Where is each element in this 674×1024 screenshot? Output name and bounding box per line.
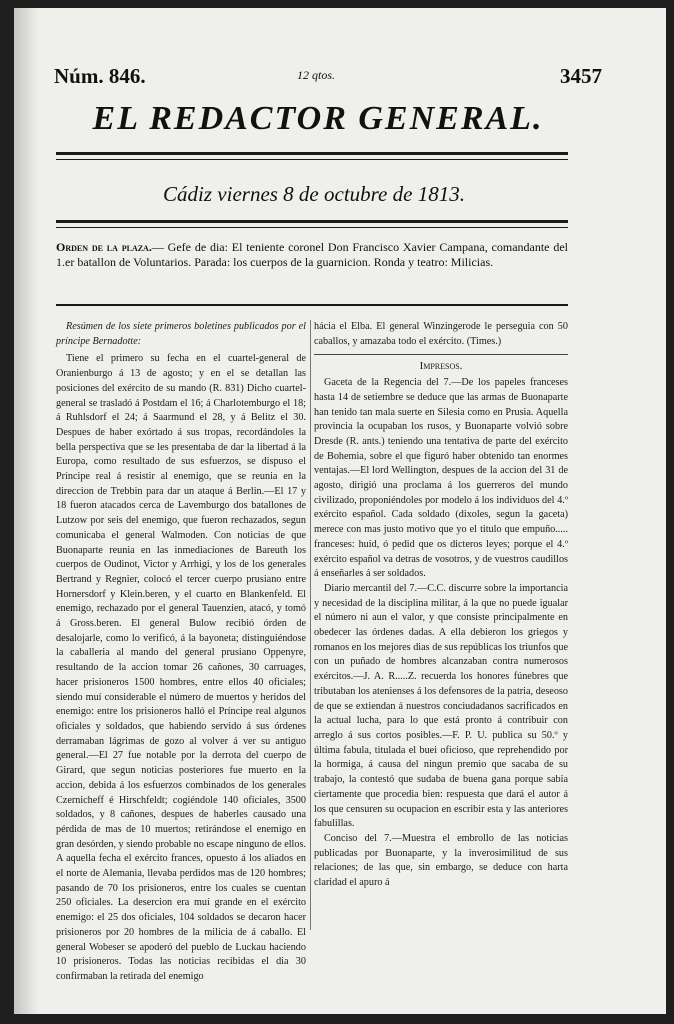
section-title-impresos: Impresos. [419,360,463,373]
issue-number: Núm. 846. [54,64,146,88]
date-line: Cádiz viernes 8 de octubre de 1813. [163,182,465,206]
rule-bottom [56,304,568,306]
diario-paragraph: Diario mercantil del 7.—C.C. discurre sobre la importancia y necesidad de la disciplina militar, á la que no puede igualar el número ni aun el valor, y que consiste principalmente en obedecer las órdenes dadas. A ella debieron los griegos y romanos en los mejores dias de sus repúblicas los triunfos que con un puñado de hombres alcanzaban contra numerosos exércitos.—J. A. R.....Z. recuerda los honores fúnebres que tributaban los atenienses á los defensores de la patria, deseoso de que se extiendan á nuestros conciudadanos sacrificados en la actual lucha, para lo que está pronto á contribuir con arreglo á sus cortos posibles.—F. P. U. publica su 50.º y última fabula, titulada el buei oficioso, que reprehendido por la hormiga, á causa del ningun premio que sacaba de su trabajo, la contestó que sudaba de buena gana porque sabia ciertamente que procedia bien: respuesta que dará el autor á los que censuren su ocupacion en escribir esta y las anteriores fabulillas. [314,582,568,830]
times-continuation: hácia el Elba. El general Winzingerode le perseguia con 50 caballos, y amazaba todo el exército. (Times.) [314,321,568,347]
masthead-title: EL REDACTOR GENERAL. [92,100,544,137]
section-rule [314,354,568,355]
page-number: 3457 [560,64,602,88]
rule-top-1 [56,152,568,155]
left-column [56,320,306,985]
right-column [314,320,568,891]
orden-de-la-plaza [56,240,568,270]
orden-text: — Gefe de dia: El teniente coronel Don Francisco Xavier Campana, comandante del 1.er batallon de Voluntarios. Parada: los cuerpos de la guarnicion. Ronda y teatro: Milicias. [56,240,568,269]
header-row [54,64,602,96]
bernadotte-intro: Resúmen de los siete primeros boletines publicados por el príncipe Bernadotte: [56,321,306,347]
bernadotte-report: Tiene el primero su fecha en el cuartel-general de Oranienburgo á 13 de agosto; y en el se detallan las posiciones del exército de su mando (R. 831) Dicho cuartel-general se trasladó á Postdam el 16; á Charlotemburgo el 18; á Ruhlsdorf el 24; á Saarmund el 28, y á Belitz el 30. Despues de haber exórtado á sus tropas, recordándoles la bella perspectiva que se les presentaba de dar la libertad á la Europa, como resultado de sus esfuerzos, se dispuso el Príncipe real á resistir al enemigo, que se reunia en la direccion de Trebbin para dar un ataque á Berlin.—El 17 y 18 fueron atacados cerca de Lavemburgo dos batallones de Lutzow por seis del enemigo, que fueron rechazados, segun comunicaba el general Walmoden. Con noticias de que Buonaparte reunia en las inmediaciones de Bareuth los cuerpos de Oudinot, Victor y Arrhigi, y los de los generales Bertrand y Regnier, colocó el tercer cuerpo prusiano entre Hornersdorf y Klein.beren, y el cuarto en Blankenfeld. El enemigo, rechazado por el general Tauenzien, atacó, y tomó á Gross.beren. El general Bulow recibió órden de desalojarle, como lo verificó, á la bayoneta; distinguiéndose la caballeria al mando del general prusiano Oppenyre, resultando de la accion tomar 26 cañones, 30 carruages, hacer prisioneros 1500 hombres, entre ellos 40 oficiales; siendo muí considerable el número de muertos y heridos del enemigo: entre los prisioneros halló el Príncipe real algunos oficiales y soldados, que habiendo servido á sus órdenes derramaban lágrimas de gozo al volver á ver su antiguo general.—El 27 fue notable por la derrota del cuerpo de Girard, que segun noticias posteriores fue muerto en la accion, debida á los esfuerzos combinados de los generales Czernicheff é Hirschfeldt; cogiéndole 140 oficiales, 3500 soldados, y 8 cañones, despues de haberles causado una pérdida de mas de 10 muertos; retirándose el enemigo en gran desórden, y siendo probable no escape ninguno de ellos. A aquella fecha el exército frances, opuesto á los aliados en el norte de Alemania, llevaba perdidos mas de 120 hombres; pasando de 70 los prisioneros, entre los cuales se cuentan 250 oficiales. La desercion era muí grande en el exército enemigo: el 25 dos oficiales, 104 soldados se decaron hacer prisioneros por 20 hombres de la milicia de á caballo. El general Wobeser se apoderó del pueblo de Luckau haciendo 10 prisioneros. Todas las noticias recibidas el dia 30 confirmaban la retirada del enemigo [56,353,306,982]
gaceta-paragraph: Gaceta de la Regencia del 7.—De los papeles franceses hasta 14 de setiembre se deduce que las armas de Buonaparte han tenido tan mala suerte en Silesia como en Prusia. Aquella provincia la ocupaban los rusos, y Buonaparte volvió sobre Dresde (R. ants.) teniendo una tentativa de parte del exército de Bohemia, sobre el que figuró haber obtenido tan enormes ventajas.—El lord Wellington, despues de la accion del 31 de agosto, dirigió una proclama á los guerreros del mundo civilizado, proponiéndoles por modelo á los individuos del 4.º exército español. Cada soldado (dixoles, segun la gaceta) merece con mas justo motivo que yo el titulo que empuño..... franceses: huid, ó pedid que os dicteros leyes; porque el 4.º exército español va detras de vosotros, y de vuestros caudillos á enseñarles á ser soldados. [314,377,568,580]
rule-mid-2 [56,227,568,228]
conciso-paragraph: Conciso del 7.—Muestra el embrollo de las noticias publicadas por Buonaparte, y la inverosimilitud de sus relaciones; de las que, sin embargo, se deduce con harta claridad el apuro á [314,832,568,889]
rule-top-2 [56,159,568,160]
rule-mid-1 [56,220,568,223]
page-edge-shadow [14,8,38,1014]
column-divider [310,320,311,930]
orden-heading: Orden de la plaza. [56,240,152,254]
newspaper-page [14,8,666,1014]
price: 12 qtos. [297,68,336,82]
